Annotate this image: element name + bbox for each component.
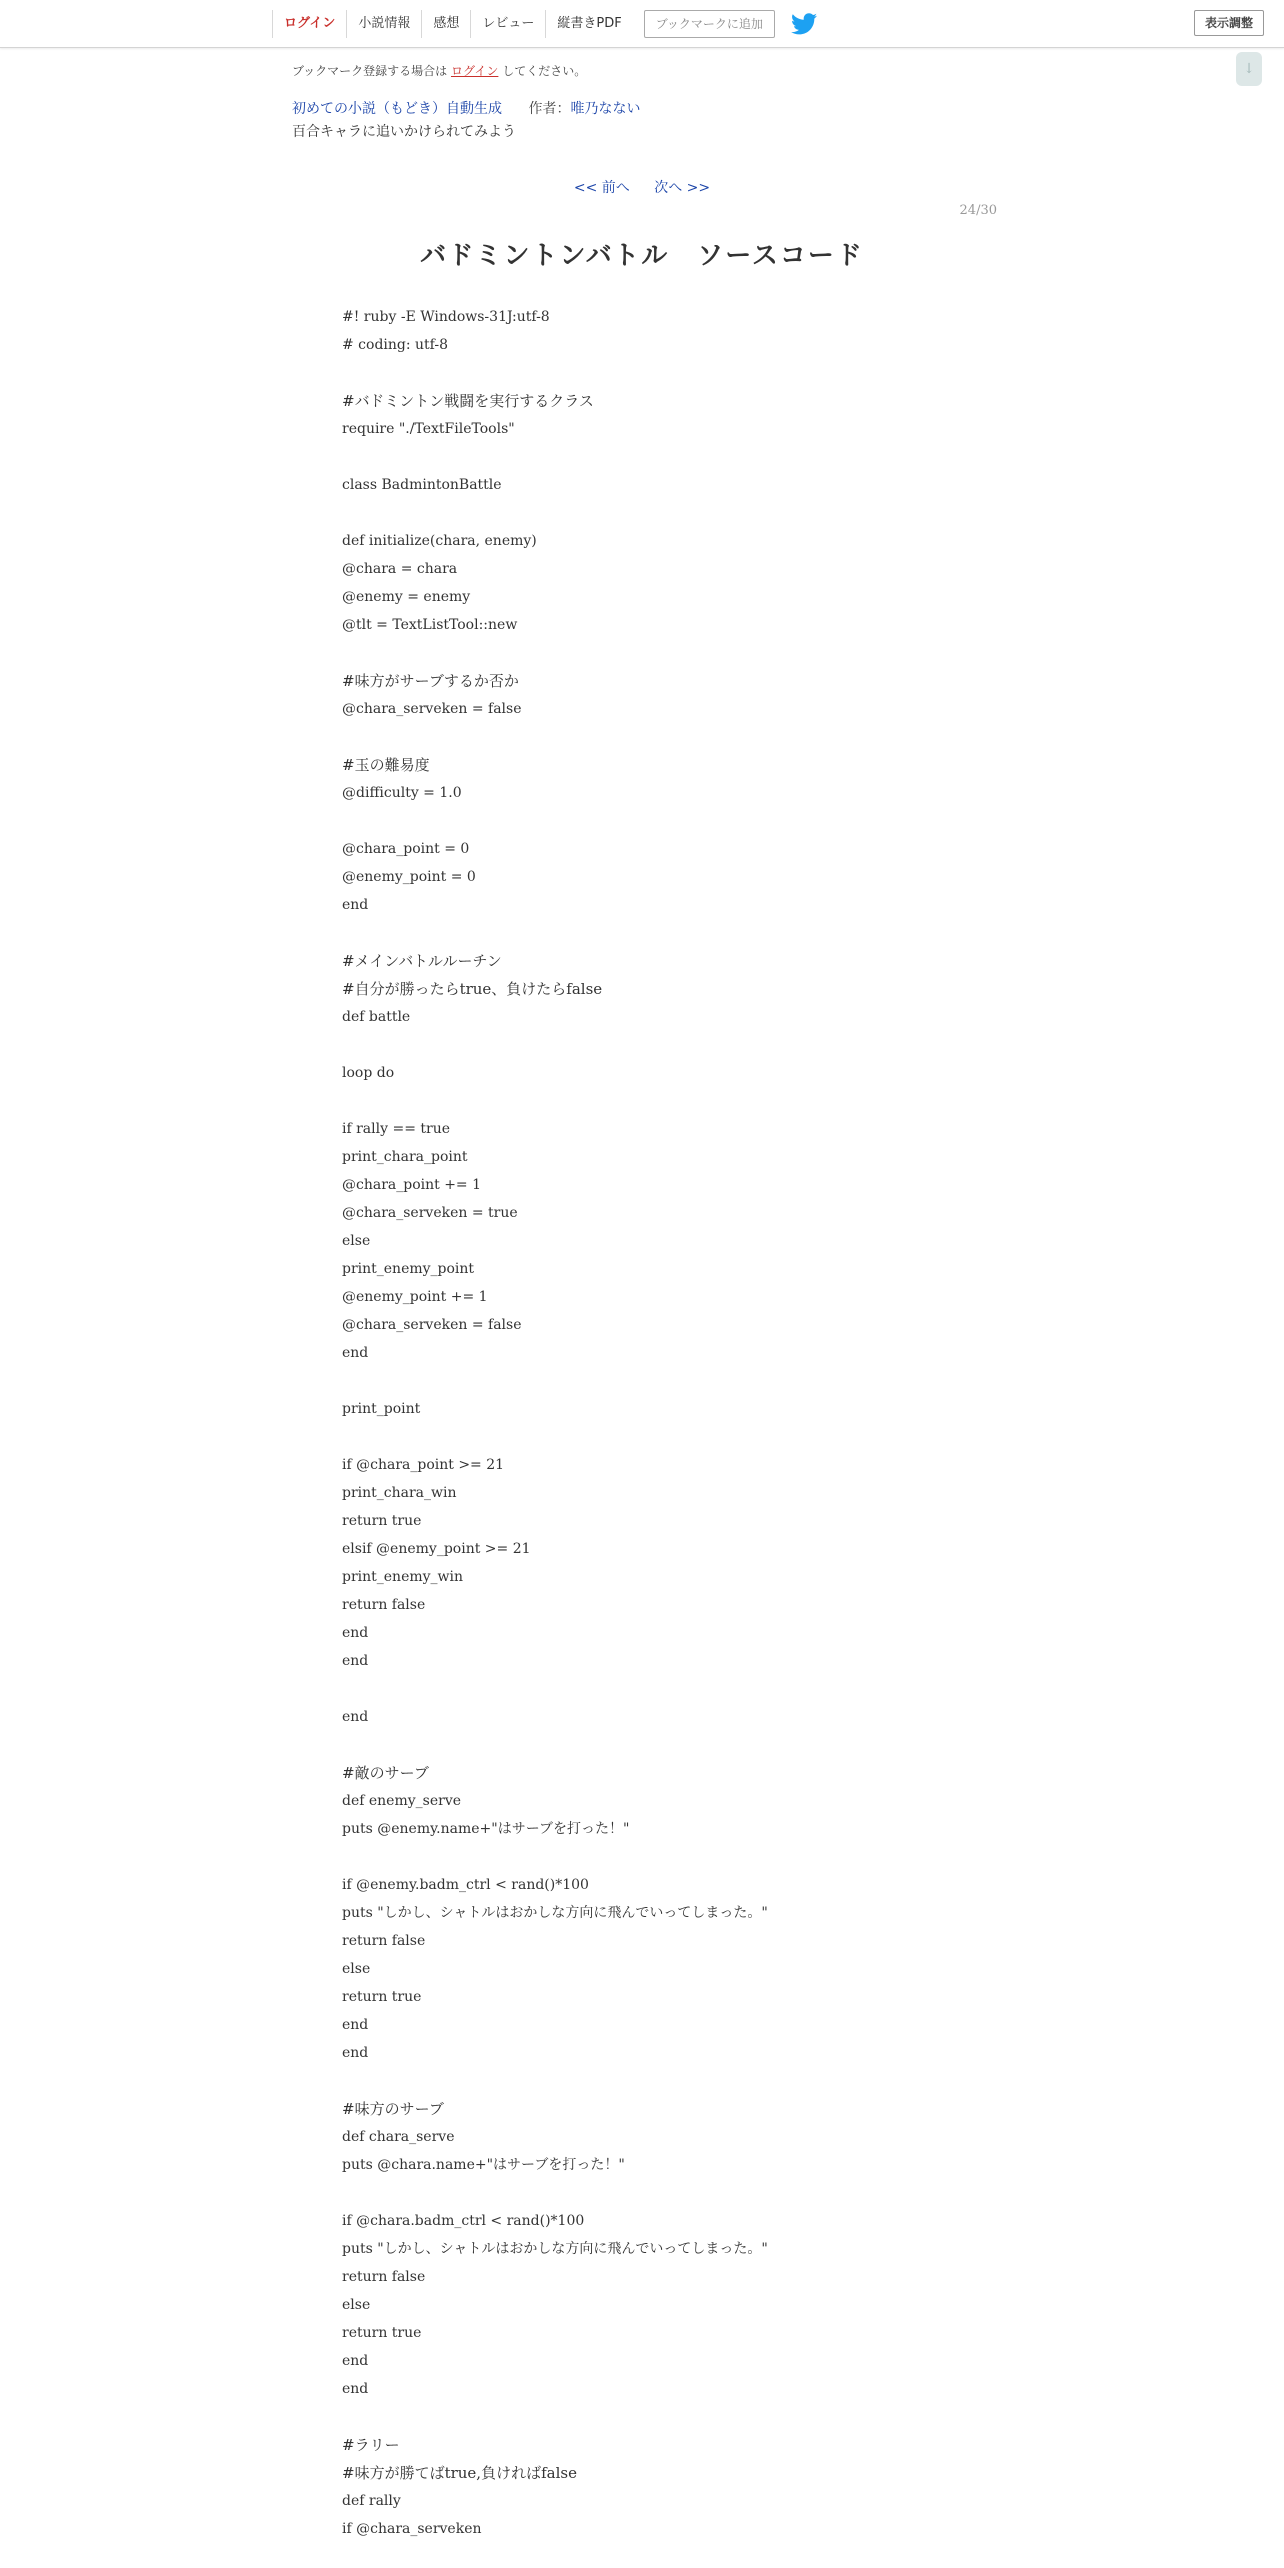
notice-prefix: ブックマーク登録する場合は <box>292 64 451 78</box>
body-line: #味方のサーブ <box>342 2100 444 2118</box>
novel-title-link[interactable]: 初めての小説（もどき）自動生成 <box>292 101 502 117</box>
author-label: 作者： <box>528 101 571 117</box>
pager <box>0 177 1284 197</box>
notice-suffix: してください。 <box>498 64 587 78</box>
body-line: end <box>342 1345 369 1361</box>
body-line: end <box>342 2045 369 2061</box>
body-line <box>342 1731 1042 1759</box>
body-line <box>342 919 1042 947</box>
body-line: puts @enemy.name+"はサーブを打った！" <box>342 1821 630 1837</box>
body-line: puts "しかし、シャトルはおかしな方向に飛んでいってしまった。" <box>342 2241 768 2257</box>
novel-body-text <box>342 303 1042 2543</box>
body-line: @chara_point = 0 <box>342 841 470 857</box>
chapter-name: 百合キャラに追いかけられてみよう <box>292 124 516 140</box>
twitter-bird-icon[interactable] <box>791 13 817 35</box>
body-line: #味方がサーブするか否か <box>342 672 519 690</box>
display-adjust-button[interactable]: 表示調整 <box>1194 10 1264 36</box>
body-line: def enemy_serve <box>342 1793 462 1809</box>
next-page-link[interactable]: 次へ >> <box>654 180 711 196</box>
body-line: print_chara_point <box>342 1149 468 1165</box>
body-line: end <box>342 1709 369 1725</box>
body-line: return true <box>342 1989 422 2005</box>
body-line <box>342 1367 1042 1395</box>
body-line <box>342 723 1042 751</box>
body-line: if @enemy.badm_ctrl < rand()*100 <box>342 1877 589 1893</box>
body-line: #玉の難易度 <box>342 756 430 774</box>
body-line: end <box>342 2381 369 2397</box>
body-line: #バドミントン戦闘を実行するクラス <box>342 392 594 410</box>
body-line: @difficulty = 1.0 <box>342 785 462 801</box>
scroll-down-arrow-icon[interactable]: ↓ <box>1236 52 1262 86</box>
body-line: return false <box>342 2269 426 2285</box>
body-line: return true <box>342 1513 422 1529</box>
body-line: puts @chara.name+"はサーブを打った！" <box>342 2157 625 2173</box>
body-line: #メインバトルルーチン <box>342 952 502 970</box>
body-line: print_chara_win <box>342 1485 457 1501</box>
body-line: else <box>342 1961 371 1977</box>
body-line <box>342 807 1042 835</box>
body-line: def battle <box>342 1009 411 1025</box>
body-line: else <box>342 2297 371 2313</box>
bookmark-login-notice <box>292 62 586 79</box>
body-line: # coding: utf-8 <box>342 337 448 353</box>
body-line <box>342 359 1042 387</box>
nav-login-link[interactable]: ログイン <box>272 10 346 38</box>
body-line: require "./TextFileTools" <box>342 421 515 437</box>
nav-vertical-pdf-link[interactable]: 縦書きPDF <box>545 10 633 38</box>
body-line: #敵のサーブ <box>342 1764 429 1782</box>
body-line: @chara_point += 1 <box>342 1177 482 1193</box>
body-line: end <box>342 897 369 913</box>
body-line <box>342 1087 1042 1115</box>
body-line: return false <box>342 1933 426 1949</box>
body-line: @chara_serveken = false <box>342 701 522 717</box>
body-line: @chara_serveken = true <box>342 1205 518 1221</box>
nav-review-link[interactable]: レビュー <box>470 10 545 38</box>
body-line <box>342 1423 1042 1451</box>
body-line: if @chara_point >= 21 <box>342 1457 505 1473</box>
body-line: @enemy = enemy <box>342 589 471 605</box>
body-line: if @chara_serveken <box>342 2521 482 2537</box>
body-line <box>342 2403 1042 2431</box>
body-line <box>342 639 1042 667</box>
body-line: def rally <box>342 2493 401 2509</box>
body-line: print_enemy_point <box>342 1261 475 1277</box>
body-line: #! ruby -E Windows-31J:utf-8 <box>342 309 550 325</box>
novel-info <box>292 98 640 118</box>
author-name-link[interactable]: 唯乃なない <box>570 101 641 117</box>
body-line: return true <box>342 2325 422 2341</box>
notice-login-link[interactable]: ログイン <box>450 64 499 78</box>
body-line: end <box>342 1653 369 1669</box>
body-line: else <box>342 1233 371 1249</box>
prev-page-link[interactable]: << 前へ <box>573 180 630 196</box>
body-line <box>342 1675 1042 1703</box>
body-line: end <box>342 1625 369 1641</box>
body-line <box>342 443 1042 471</box>
episode-title: バドミントンバトル ソースコード <box>420 241 864 271</box>
nav-novel-info-link[interactable]: 小説情報 <box>346 10 421 38</box>
body-line <box>342 1031 1042 1059</box>
body-line: end <box>342 2017 369 2033</box>
top-navigation-bar <box>0 0 1284 48</box>
body-line <box>342 1843 1042 1871</box>
body-line: @enemy_point += 1 <box>342 1289 488 1305</box>
body-line: @chara = chara <box>342 561 458 577</box>
add-bookmark-button[interactable]: ブックマークに追加 <box>644 10 775 38</box>
body-line: #味方が勝てばtrue,負ければfalse <box>342 2464 577 2482</box>
body-line <box>342 499 1042 527</box>
body-line: elsif @enemy_point >= 21 <box>342 1541 531 1557</box>
page-count: 24/30 <box>959 203 997 218</box>
body-line: @chara_serveken = false <box>342 1317 522 1333</box>
nav-menu <box>272 0 817 47</box>
body-line: @tlt = TextListTool::new <box>342 617 518 633</box>
body-line: if rally == true <box>342 1121 450 1137</box>
body-line: end <box>342 2353 369 2369</box>
nav-impressions-link[interactable]: 感想 <box>421 10 470 38</box>
body-line <box>342 2179 1042 2207</box>
body-line: #ラリー <box>342 2436 400 2454</box>
body-line: def chara_serve <box>342 2129 455 2145</box>
body-line: puts "しかし、シャトルはおかしな方向に飛んでいってしまった。" <box>342 1905 768 1921</box>
body-line: return false <box>342 1597 426 1613</box>
body-line: @enemy_point = 0 <box>342 869 476 885</box>
body-line: loop do <box>342 1065 395 1081</box>
body-line: def initialize(chara, enemy) <box>342 533 537 549</box>
body-line: class BadmintonBattle <box>342 477 502 493</box>
body-line: print_point <box>342 1401 421 1417</box>
body-line: if @chara.badm_ctrl < rand()*100 <box>342 2213 585 2229</box>
body-line: #自分が勝ったらtrue、負けたらfalse <box>342 980 603 998</box>
body-line <box>342 2067 1042 2095</box>
body-line: print_enemy_win <box>342 1569 464 1585</box>
